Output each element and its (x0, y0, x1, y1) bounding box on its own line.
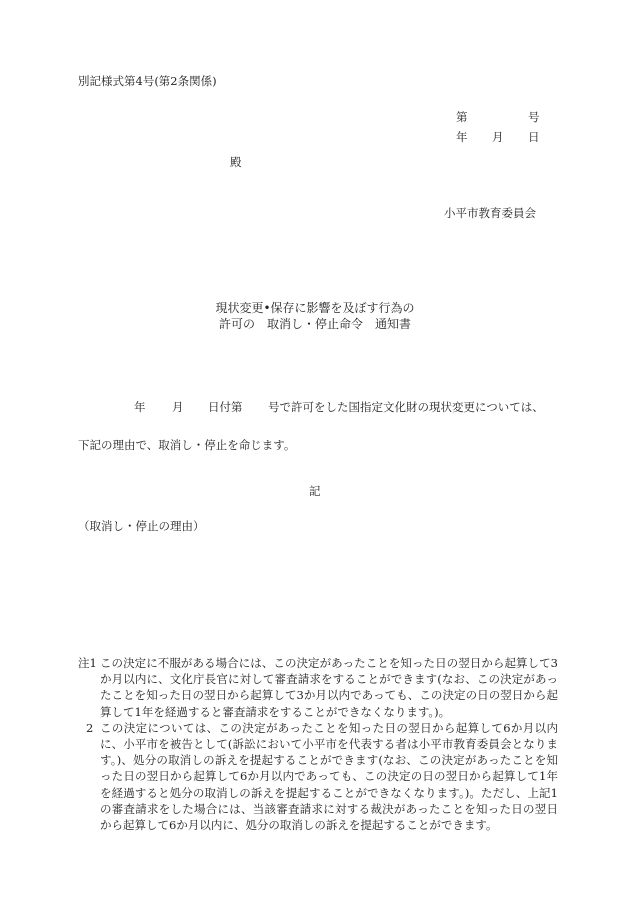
reason-label: （取消し・停止の理由） (78, 519, 205, 533)
note-2-text: この決定については、この決定があったことを知った日の翌日から起算して6か月以内に、小平市を被告として(訴訟において小平市を代表する者は小平市教育委員会となります。)、処分の取消しの訴えを提起することができます(なお、この決定があったことを知った日の翌日から起算して6か月以内であっても、この決定の日の翌日から起算して1年を経過すると処分の取消しの訴えを提起することができなくなります。)。ただし、上記1の審査請求をした場合には、当該審査請求に対する裁決があったことを知った日の翌日から起算して6か月以内に、処分の取消しの訴えを提起することができます。 (100, 720, 558, 833)
body-rest: 号で許可をした国指定文化財の現状変更については、 (268, 400, 544, 414)
document-title-line1: 現状変更•保存に影響を及ぼす行為の (215, 301, 415, 315)
ki-marker: 記 (309, 484, 321, 498)
addressee-dono: 殿 (230, 155, 242, 169)
body-date-no: 日付第 (208, 400, 243, 414)
body-line2: 下記の理由で、取消し・停止を命じます。 (78, 438, 296, 452)
note-1 (78, 655, 558, 720)
doc-number-dai: 第 (456, 110, 468, 124)
date-day: 日 (528, 130, 540, 144)
note-1-mark: 注1 (78, 656, 97, 670)
date-year: 年 (456, 130, 468, 144)
document-title-line2: 許可の 取消し・停止命令 通知書 (218, 317, 411, 331)
notes-section (78, 655, 558, 833)
body-month: 月 (172, 400, 184, 414)
date-month: 月 (492, 130, 504, 144)
note-2-mark: 2 (86, 720, 94, 735)
note-2 (78, 720, 558, 833)
doc-number-go: 号 (528, 110, 540, 124)
body-year: 年 (134, 400, 146, 414)
form-label: 別記様式第4号(第2条関係) (78, 74, 217, 88)
note-1-text: この決定に不服がある場合には、この決定があったことを知った日の翌日から起算して3か月以内に、文化庁長官に対して審査請求をすることができます(なお、この決定があったことを知った日の翌日から起算して3か月以内であっても、この決定の日の翌日から起算して1年を経過すると審査請求をすることができなくなります。)。 (100, 656, 558, 719)
sender-name: 小平市教育委員会 (444, 206, 536, 220)
